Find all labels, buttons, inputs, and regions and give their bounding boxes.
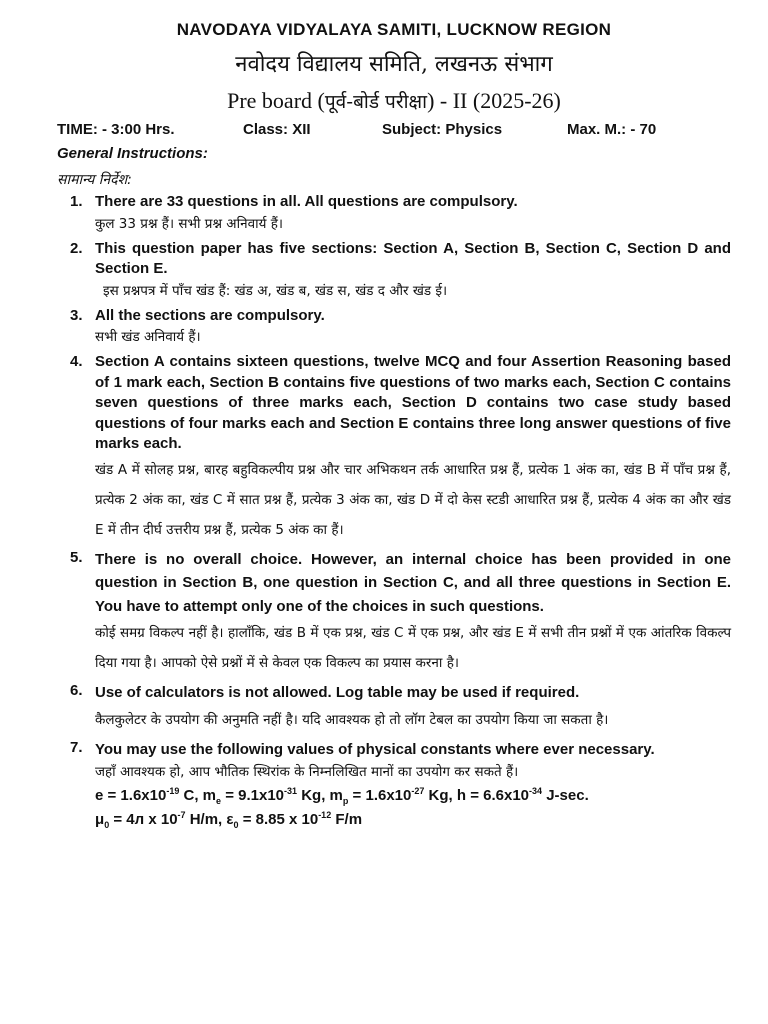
- instruction-item: [57, 738, 731, 833]
- instruction-number: 6.: [70, 682, 83, 699]
- instructions-heading-english: General Instructions:: [57, 145, 208, 162]
- exponent: -19: [166, 786, 180, 796]
- instructions-list: [57, 192, 731, 832]
- instruction-text-hindi: सभी खंड अनिवार्य हैं।: [95, 329, 201, 345]
- instruction-text-english: There are 33 questions in all. All questions are compulsory.: [95, 193, 518, 210]
- instruction-item: [57, 306, 731, 350]
- constant-electron-charge: e = 1.6x10: [95, 787, 167, 804]
- subscript: 0: [104, 820, 110, 830]
- instruction-text-english: Section A contains sixteen questions, twelve MCQ and four Assertion Reasoning based of 1 mark each, Section B contains five questions of two marks each, Section C contains seven questions of three marks each, Section D contains two case study based questions of four marks each and Section E contains three long answer questions of five marks each.: [95, 353, 731, 452]
- instruction-number: 5.: [70, 548, 83, 566]
- physical-constants-line-1: [95, 784, 731, 808]
- exponent: -31: [284, 786, 298, 796]
- instruction-text-hindi: कैलकुलेटर के उपयोग की अनुमति नहीं है। यदि आवश्यक हो तो लॉग टेबल का उपयोग किया जा सकता है।: [95, 711, 609, 728]
- exam-max-marks: Max. M.: - 70: [567, 121, 657, 138]
- exam-title: [0, 88, 768, 114]
- instruction-text-hindi: कुल 33 प्रश्न हैं। सभी प्रश्न अनिवार्य हैं।: [95, 215, 284, 232]
- constant-planck: Kg, h = 6.6x10: [424, 787, 530, 804]
- subscript: 0: [233, 820, 239, 830]
- exponent: -7: [177, 810, 186, 820]
- instruction-text-hindi: खंड A में सोलह प्रश्न, बारह बहुविकल्पीय प्रश्न और चार अभिकथन तर्क आधारित प्रश्न हैं, प्रत्येक 1 अंक का, खंड B में पाँच प्रश्न हैं, प्रत्येक 2 अंक का, खंड C में सात प्रश्न हैं, प्रत्येक 3 अंक का, खंड D में दो केस स्टडी आधारित प्रश्न हैं, प्रत्येक 4 अंक का और खंड E में तीन दीर्घ उत्तरीय प्रश्न हैं, प्रत्येक 5 अंक का हैं।: [95, 461, 731, 538]
- constant-electron-mass: = 9.1x10: [221, 787, 285, 804]
- instruction-item: [57, 239, 731, 303]
- constant-unit: Kg, m: [297, 787, 343, 804]
- constant-unit: F/m: [331, 811, 363, 828]
- exponent: -12: [318, 810, 332, 820]
- exam-subject: Subject: Physics: [382, 121, 503, 138]
- constant-unit: H/m, ε: [185, 811, 234, 828]
- constant-proton-mass: = 1.6x10: [348, 787, 412, 804]
- instruction-item: [57, 192, 731, 236]
- exam-meta-row: [57, 121, 737, 141]
- physical-constants-line-2: [95, 808, 731, 832]
- exam-time: TIME: - 3:00 Hrs.: [57, 121, 175, 138]
- instruction-number: 2.: [70, 239, 83, 257]
- instructions-heading-hindi: सामान्य निर्देश:: [57, 172, 132, 188]
- exam-title-prefix: Pre board (: [227, 88, 325, 113]
- instruction-item: [57, 681, 731, 735]
- exam-class: Class: XII: [243, 121, 311, 138]
- instruction-item: [57, 548, 731, 679]
- constant-unit: J-sec.: [542, 787, 589, 804]
- instruction-number: 3.: [70, 306, 83, 324]
- organization-title-hindi: नवोदय विद्यालय समिति, लखनऊ संभाग: [235, 52, 553, 77]
- exam-title-hindi: पूर्व-बोर्ड परीक्षा: [324, 91, 428, 113]
- symbol-mu: μ: [95, 811, 105, 828]
- instruction-text-hindi: जहाँ आवश्यक हो, आप भौतिक स्थिरांक के निम्नलिखित मानों का उपयोग कर सकते हैं।: [95, 764, 519, 780]
- instruction-number: 4.: [70, 353, 83, 370]
- constant-unit: C, m: [179, 787, 217, 804]
- instruction-text-english: All the sections are compulsory.: [95, 306, 325, 324]
- instruction-text-english: Use of calculators is not allowed. Log table may be used if required.: [95, 684, 580, 701]
- exam-title-suffix: ) - II (2025-26): [427, 88, 561, 113]
- instruction-text-english: This question paper has five sections: Section A, Section B, Section C, Section D and Section E.: [95, 239, 731, 277]
- instruction-number: 7.: [70, 738, 83, 756]
- instruction-text-hindi: इस प्रश्नपत्र में पाँच खंड हैं: खंड अ, खंड ब, खंड स, खंड द और खंड ई।: [103, 282, 448, 299]
- subscript: e: [216, 796, 222, 806]
- subscript: p: [342, 796, 349, 806]
- instruction-text-english: There is no overall choice. However, an internal choice has been provided in one question in Section B, one question in Section C, and all three questions in Section E. You have to attempt only one of the choices in such questions.: [95, 550, 731, 615]
- instruction-item: [57, 352, 731, 545]
- instruction-number: 1.: [70, 193, 83, 210]
- organization-title-english: NAVODAYA VIDYALAYA SAMITI, LUCKNOW REGION: [176, 20, 612, 39]
- constant-permittivity: = 8.85 x 10: [238, 811, 319, 828]
- instruction-text-hindi: कोई समग्र विकल्प नहीं है। हालाँकि, खंड B में एक प्रश्न, खंड C में एक प्रश्न, और खंड E में सभी तीन प्रश्नों में एक आंतरिक विकल्प दिया गया है। आपको ऐसे प्रश्नों में से केवल एक विकल्प का प्रयास करना है।: [95, 625, 731, 671]
- constant-permeability: = 4л x 10: [109, 811, 178, 828]
- exponent: -27: [411, 786, 425, 796]
- instruction-text-english: You may use the following values of physical constants where ever necessary.: [95, 740, 655, 758]
- exponent: -34: [529, 786, 543, 796]
